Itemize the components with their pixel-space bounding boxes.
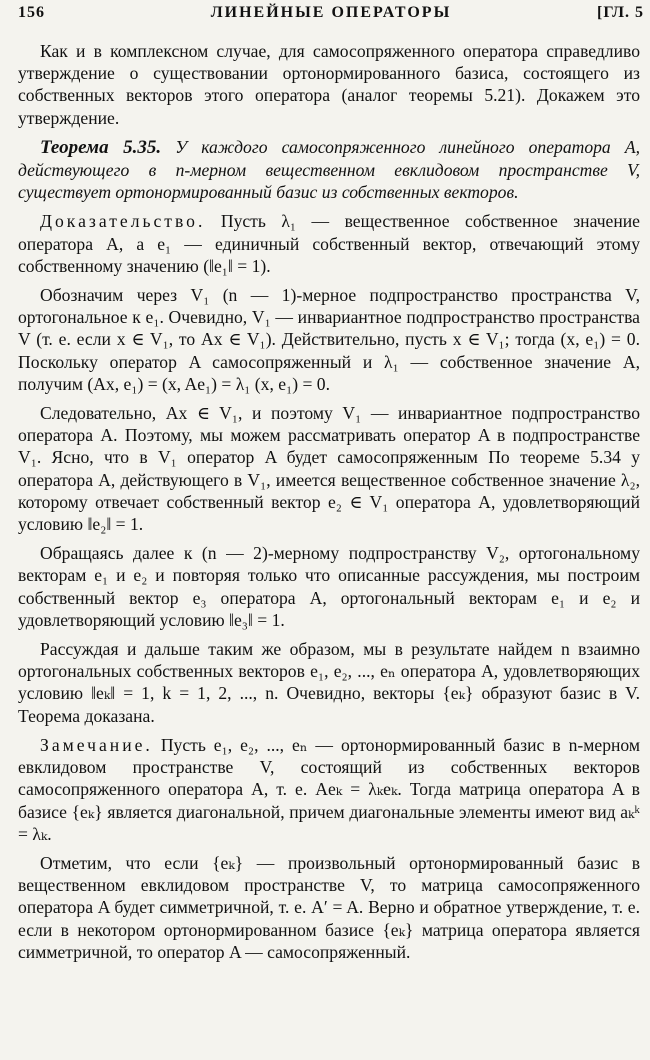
paragraph-next-step: Обращаясь далее к (n — 2)-мерному подпространству V₂, ортогональному векторам e₁ и e₂ и повторяя только что описанные рассуждения, мы построим собственный вектор e₃ оператора A, ортогональный векторам e₁ и e₂ и удовлетворяющий условию ‖e₃‖ = 1. <box>18 543 640 630</box>
remark-text: Пусть e₁, e₂, ..., eₙ — ортонормированный базис в n-мерном евклидовом пространстве V, состоящий из собственных векторов самосопряженного оператора A, т. е. Aeₖ = λₖeₖ. Тогда матрица оператора A в базисе {eₖ} является диагональной, причем диагональные элементы имеют вид aₖᵏ = λₖ. <box>18 734 641 844</box>
chapter-marker: [ГЛ. 5 <box>596 4 644 21</box>
paragraph-intro: Как и в комплексном случае, для самосопряженного оператора справедливо утверждение о существовании ортонормированного базиса, состоящего из собственных векторов этого оператора (аналог теоремы 5.21). Докажем это утверждение. <box>18 41 640 128</box>
remark-heading: Замечание. <box>40 734 153 755</box>
theorem-5-35 <box>18 136 640 204</box>
theorem-heading: Теорема 5.35. <box>40 136 162 158</box>
page-header <box>18 4 644 24</box>
page-body <box>18 40 640 970</box>
proof <box>18 210 640 277</box>
theorem-statement: У каждого самосопряженного линейного оператора A, действующего в n-мерном вещественном евклидовом пространстве V, существует ортонормированный базис из собственных векторов. <box>18 136 641 203</box>
paragraph-subspace: Обозначим через V₁ (n — 1)-мерное подпространство пространства V, ортогональное к e₁. Очевидно, V₁ — инвариантное подпространство пространства V (т. е. если x ∈ V₁, то Ax ∈ V₁). Действительно, пусть x ∈ V₁; тогда (x, e₁) = 0. Поскольку оператор A самосопряженный и λ₁ — собственное значение A, получим (Ax, e₁) = (x, Ae₁) = λ₁ (x, e₁) = 0. <box>18 285 640 394</box>
running-title: ЛИНЕЙНЫЕ ОПЕРАТОРЫ <box>210 4 452 21</box>
page-number: 156 <box>18 4 45 21</box>
remark <box>18 734 640 845</box>
proof-heading: Доказательство. <box>40 211 206 232</box>
paragraph-conclusion: Рассуждая и дальше таким же образом, мы в результате найдем n взаимно ортогональных собственных векторов e₁, e₂, ..., eₙ оператора A, удовлетворяющих условию ‖eₖ‖ = 1, k = 1, 2, ..., n. Очевидно, векторы {eₖ} образуют базис в V. Теорема доказана. <box>18 639 640 726</box>
paragraph-consequence: Следовательно, Ax ∈ V₁, и поэтому V₁ — инвариантное подпространство оператора A. Поэтому, мы можем рассматривать оператор A в подпространстве V₁. Ясно, что в V₁ оператор A будет самосопряженным По теореме 5.34 у оператора A, действующего в V₁, имеется вещественное собственное значение λ₂, которому отвечает собственный вектор e₂ ∈ V₁ оператора A, удовлетворяющий условию ‖e₂‖ = 1. <box>18 403 640 535</box>
paragraph-symmetric: Отметим, что если {eₖ} — произвольный ортонормированный базис в вещественном евклидовом пространстве V, то матрица самосопряженного оператора A будет симметричной, т. е. A′ = A. Верно и обратное утверждение, т. е. если в некотором ортонормированном базисе {eₖ} матрица оператора является симметричной, то оператор A — самосопряженный. <box>18 852 640 962</box>
proof-text: Пусть λ₁ — вещественное собственное значение оператора A, а e₁ — единичный собственный вектор, отвечающий этому собственному значению (‖e₁‖ = 1). <box>18 211 640 276</box>
